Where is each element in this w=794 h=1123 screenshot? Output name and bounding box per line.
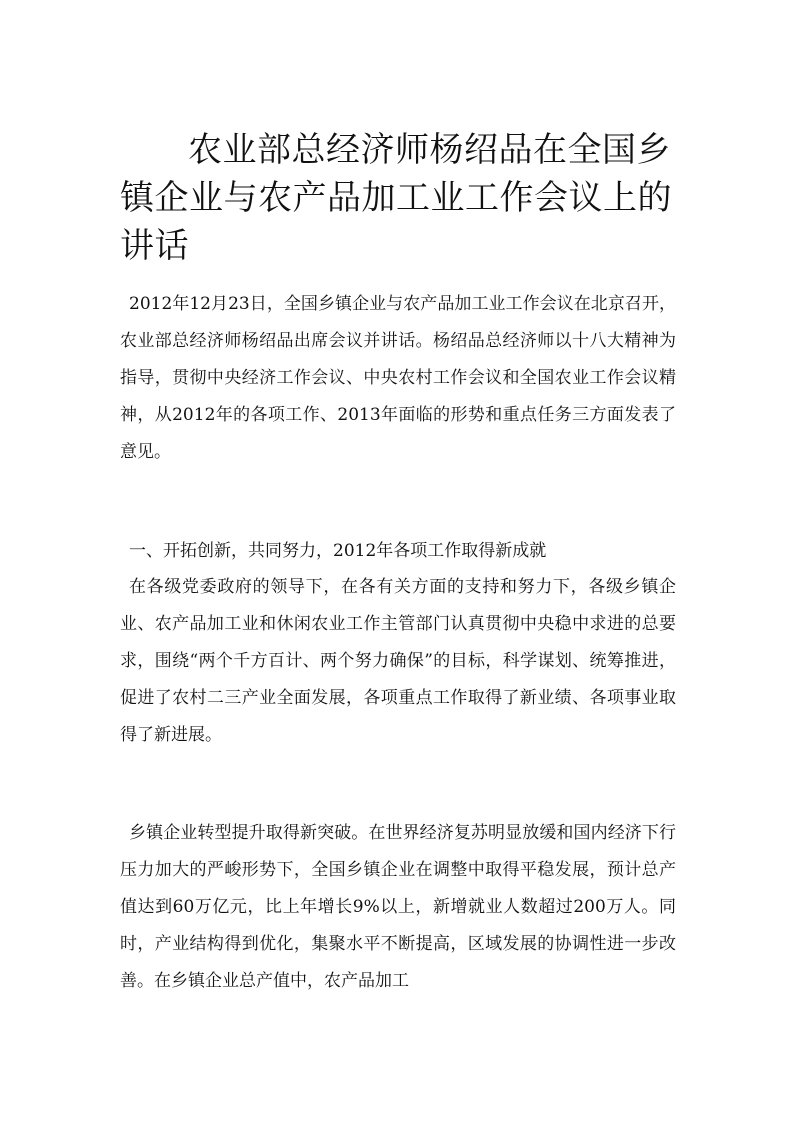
section-paragraph: 在各级党委政府的领导下，在各有关方面的支持和努力下，各级乡镇企业、农产品加工业和休闲农业工作主管部门认真贯彻中央稳中求进的总要求，围绕“两个千方百计、两个努力确保”的目标，科学谋划、统筹推进，促进了农村二三产业全面发展，各项重点工作取得了新业绩、各项事业取得了新进展。 (120, 577, 676, 745)
intro-paragraph: 2012年12月23日，全国乡镇企业与农产品加工业工作会议在北京召开，农业部总经济师杨绍品出席会议并讲话。杨绍品总经济师以十八大精神为指导，贯彻中央经济工作会议、中央农村工作会议和全国农业工作会议精神，从2012年的各项工作、2013年面临的形势和重点任务三方面发表了意见。 (120, 294, 676, 462)
section-paragraph-2: 乡镇企业转型提升取得新突破。在世界经济复苏明显放缓和国内经济下行压力加大的严峻形势下，全国乡镇企业在调整中取得平稳发展，预计总产值达到60万亿元，比上年增长9%以上，新增就业人数超过200万人。同时，产业结构得到优化，集聚水平不断提高，区域发展的协调性进一步改善。在乡镇企业总产值中，农产品加工 (120, 823, 676, 991)
section-heading: 一、开拓创新，共同努力，2012年各项工作取得新成就 (129, 541, 547, 561)
document-title: 农业部总经济师杨绍品在全国乡镇企业与农产品加工业工作会议上的讲话 (120, 130, 672, 266)
